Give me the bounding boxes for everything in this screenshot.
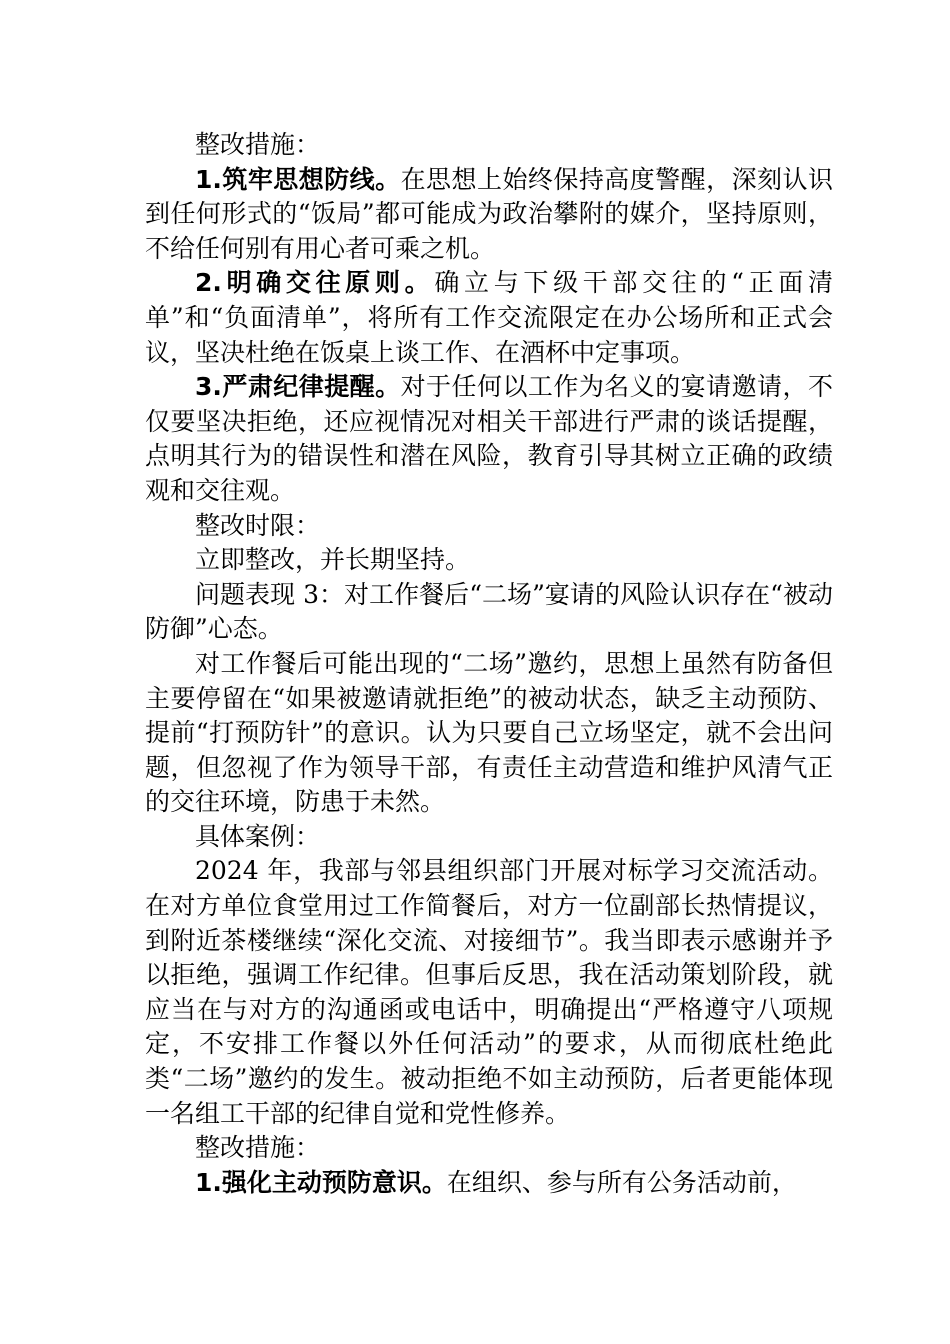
measure-item-1 (145, 163, 833, 267)
heading-rectification-measures: 整改措施： (195, 130, 321, 159)
document-body (145, 128, 833, 1200)
deadline-text: 立即整改，并长期坚持。 (195, 545, 471, 575)
case-text: 2024 年，我部与邻县组织部门开展对标学习交流活动。在对方单位食堂用过工作简餐后，对方一位副部长热情提议，到附近茶楼继续“深化交流、对接细节”。我当即表示感谢并予以拒绝，强调工作纪律。但事后反思，我在活动策划阶段，就应当在与对方的沟通函或电话中，明确提出“严格遵守八项规定，不安排工作餐以外任何活动”的要求，从而彻底杜绝此类“二场”邀约的发生。被动拒绝不如主动预防，后者更能体现一名组工干部的纪律自觉和党性修养。 (145, 856, 833, 1128)
measure-item-2-text: 确立与下级干部交往的“正面清单”和“负面清单”，将所有工作交流限定在办公场所和正式会议，坚决杜绝在饭桌上谈工作、在酒杯中定事项。 (145, 268, 833, 367)
problem-3-description: 对工作餐后可能出现的“二场”邀约，思想上虽然有防备但主要停留在“如果被邀请就拒绝”的被动状态，缺乏主动预防、提前“打预防针”的意识。认为只要自己立场坚定，就不会出问题，但忽视了作为领导干部，有责任主动营造和维护风清气正的交往环境，防患于未然。 (145, 648, 833, 817)
measure-item-3-title: 3.严肃纪律提醒。 (195, 372, 401, 402)
measure-item-3 (145, 370, 833, 508)
measure-item-3-text: 对于任何以工作为名义的宴请邀请，不仅要坚决拒绝，还应视情况对相关干部进行严肃的谈话提醒，点明其行为的错误性和潜在风险，教育引导其树立正确的政绩观和交往观。 (145, 372, 833, 505)
measure-item-1-text: 在思想上始终保持高度警醒，深刻认识到任何形式的“饭局”都可能成为政治攀附的媒介，坚持原则，不给任何别有用心者可乘之机。 (145, 164, 833, 263)
measure-item-4-title: 1.强化主动预防意识。 (195, 1167, 447, 1197)
measure-item-4-text: 在组织、参与所有公务活动前， (446, 1167, 797, 1197)
measure-item-2-title: 2.明确交往原则。 (195, 268, 435, 298)
measure-item-1-title: 1.筑牢思想防线。 (195, 164, 401, 194)
heading-rectification-measures-2: 整改措施： (195, 1133, 321, 1163)
measure-item-4 (145, 1166, 833, 1201)
measure-item-2 (145, 266, 833, 370)
heading-deadline: 整改时限： (195, 510, 321, 540)
problem-3-heading: 问题表现 3：对工作餐后“二场”宴请的风险认识存在“被动防御”心态。 (145, 579, 833, 644)
heading-specific-case: 具体案例： (195, 821, 321, 851)
